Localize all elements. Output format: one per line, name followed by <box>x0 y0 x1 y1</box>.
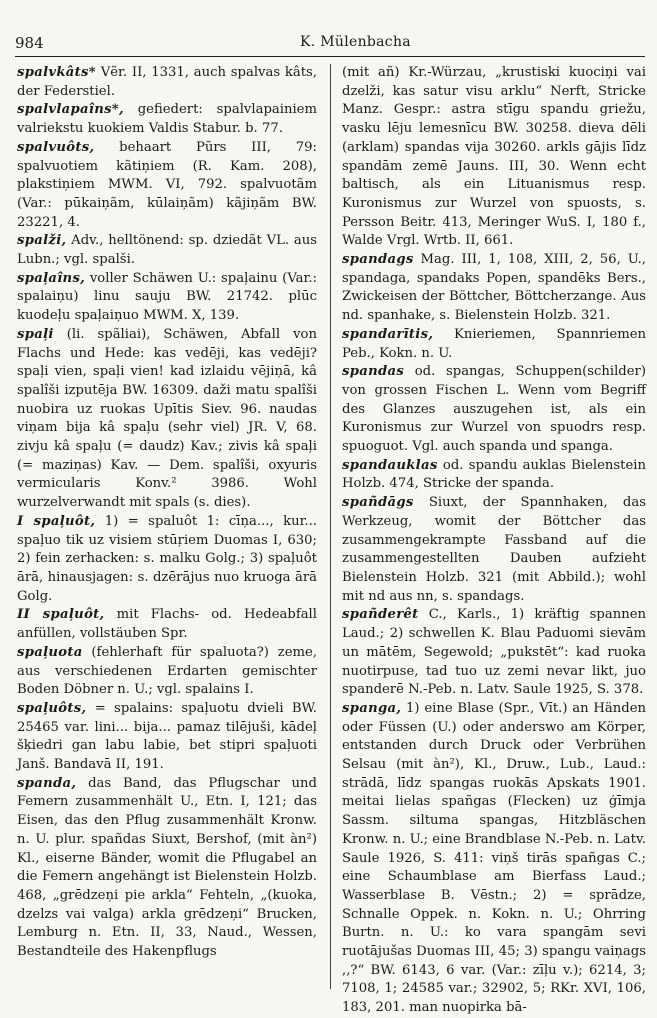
dictionary-entry <box>17 139 317 233</box>
entry-text: (fehlerhaft für spaluota?) zeme, aus verschiedenen Erdarten gemischter Boden Döbner n. U.; vgl. spalains I. <box>17 644 317 698</box>
entry-text: voller Schäwen U.: spaļainu (Var.: spalaiņu) linu sauju BW. 21742. plūc kuodeļu spaļaiņuo MWM. X, 139. <box>17 270 317 324</box>
entry-lemma: spañderêt <box>342 607 419 623</box>
dictionary-entry <box>17 101 317 138</box>
entry-text: behaart Pũrs III, 79: spalvuotiem kãtiņiem (R. Kam. 208), plakstiņiem MWM. VI, 792. spalvuotãm (Var.: pūkaiņãm, kūlaiņãm) kãjiņãm BW. 23221, 4. <box>17 139 317 230</box>
entry-text: (li. spãliai), Schäwen, Abfall von Flachs und Hede: kas vedēji, kas vedēji? spaļi vien, spaļi vien! kad izlaidu vējiņā, kâ spalîši izputēja BW. 16309. daži matu spalîši nuobira uz ruokas Upītis Siev. 96. naudas viņam bija kâ spaļu (sehr viel) JR. V, 68. zivju kâ spaļu (= daudz) Kav.; zivis kâ spaļi (= maziņas) Kav. — Dem. spalîši, oxyuris vermicularis Konv.² 3986. Wohl wurzelverwandt mit spals (s. dies). <box>17 326 317 511</box>
entry-text: Mag. III, 1, 108, XIII, 2, 56, U., spandaga, spandaks Popen, spandēks Bers., Zwickeisen der Böttcher, Böttcherzange. Aus nd. spanhake, s. Bielenstein Holzb. 321. <box>342 252 646 324</box>
entry-text: Knieriemen, Spannriemen Peb., Kokn. n. U. <box>342 326 646 361</box>
entry-text: mit Flachs- od. Hedeabfall anfüllen, vollstäuben Spr. <box>17 607 317 642</box>
dictionary-entry <box>342 457 646 494</box>
entry-lemma: spaļaîns, <box>17 270 86 286</box>
dictionary-entry <box>17 700 317 775</box>
entry-lemma: spandauklas <box>342 457 438 473</box>
entry-lemma: spandas <box>342 364 405 380</box>
entry-text: 1) eine Blase (Spr., Vīt.) an Händen oder Füssen (U.) oder anderswo am Körper, entstanden durch Druck oder Verbrühen Selsau (mit àn²), Kl., Druw., Lub., Laud.: strādā, līdz spangas ruokās Apskats 1901. meitai lielas spañgas (Flecken) uz ģīmja Sassm. siltuma spangas, Hitzbläschen Kronw. n. U.; eine Brandblase N.-Peb. n. Latv. Saule 1926, S. 411: viņš tirās spañgas C.; eine Schaumblase am Bierfass Laud.; Wasserblase B. Vēstn.; 2) = sprādze, Schnalle Oppek. n. Kokn. n. U.; Ohrring Burtn. n. U.: ko vara spangām sevi ruotājušas Duomas III, 45; 3) spangu vaiņags ,,?“ BW. 6143, 6 var. (Var.: zīļu v.); 6214, 3; 7108, 1; 24585 var.; 32902, 5; RKr. XVI, 106, 183, 201. man nuopirka bā- <box>342 700 647 1016</box>
dictionary-entry <box>17 326 317 513</box>
dictionary-entry <box>17 232 317 269</box>
dictionary-entry <box>342 64 646 251</box>
entry-text: 1) = spaluôt 1: cīņa..., kur... spaļuo tik uz visiem stūŗiem Duomas I, 630; 2) fein zerhacken: s. malku Golg.; 3) spaļuôt ārā, hinausjagen: s. dzērājus nuo kruoga ārā Golg. <box>17 513 318 604</box>
entry-lemma: spalvlapaîns*, <box>17 102 124 118</box>
entry-lemma: spalvkâts* <box>17 65 96 80</box>
dictionary-entry <box>17 775 317 962</box>
dictionary-entry <box>342 494 646 606</box>
entry-text: (mit añ) Kr.-Würzau, „krustiski kuociņi vai dzelži, kas satur visu arklu“ Nerft, Stricke Manz. Gespr.: astra stīgu spandu griežu, vasku lēju lemesnīcu BW. 30258. dieva dēli (arklam) spandas vija 30260. arkls gājis līdz spandām zemē Jauns. III, 30. Wenn echt baltisch, als ein Lituanismus resp. Kuronismus zur Wurzel von spuosts, s. Persson Beitr. 413, Meringer WuS. I, 180 f., Walde Vrgl. Wrtb. II, 661. <box>342 65 646 249</box>
entry-lemma: I spaļuôt, <box>17 513 96 529</box>
entry-text: C., Karls., 1) kräftig spannen Laud.; 2) schwellen K. Blau Paduomi sievām un mātēm, Segewold; „pukstēt“: kad ruoka nuotirpuse, tad tuo uz zemi nevar likt, juo spanderē N.-Peb. n. Latv. Saule 1925, S. 378. <box>342 607 646 698</box>
entry-lemma: spandarītis, <box>342 326 434 342</box>
dictionary-entry <box>17 64 317 101</box>
dictionary-entry <box>17 606 317 643</box>
entry-lemma: spalži, <box>17 233 67 249</box>
entry-text: = spalains: spaļuotu dvieli BW. 25465 var. lini... bija... pamaz tilējuši, kādeļ šķiedri gan labu labie, bet stipri spaļuoti Janš. Bandavā II, 191. <box>17 700 317 773</box>
entry-lemma: spaļi <box>17 326 54 342</box>
right-column <box>342 64 646 1018</box>
header-rule <box>15 56 645 57</box>
dictionary-entry <box>342 700 646 1018</box>
entry-lemma: II spaļuôt, <box>17 607 105 623</box>
left-column <box>17 64 317 962</box>
running-head: K. Mülenbacha <box>300 34 411 50</box>
dictionary-entry <box>342 363 646 457</box>
entry-text: gefiedert: spalvlapainiem valriekstu kuokiem Valdis Stabur. b. 77. <box>17 102 317 137</box>
entry-lemma: spanda, <box>17 775 77 791</box>
entry-lemma: spaļuota <box>17 644 83 660</box>
entry-lemma: spanga, <box>342 700 402 716</box>
entry-text: od. spangas, Schuppen(schilder) von grossen Fischen L. Wenn vom Begriff des Glanzes auszugehen ist, als ein Kuronismus zur Wurzel von spuodrs resp. spuoguot. Vgl. auch spanda und spanga. <box>342 364 646 455</box>
dictionary-entry <box>342 326 646 363</box>
entry-lemma: spañdāgs <box>342 495 414 511</box>
page-number: 984 <box>15 34 44 52</box>
entry-text: Vẽr. II, 1331, auch spalvas kâts, der Federstiel. <box>17 65 317 99</box>
entry-text: od. spandu auklas Bielenstein Holzb. 474, Stricke der spanda. <box>342 457 646 492</box>
dictionary-entry <box>342 251 646 326</box>
entry-lemma: spandags <box>342 252 414 268</box>
dictionary-entry <box>17 270 317 326</box>
entry-lemma: spalvuôts, <box>17 139 95 155</box>
column-divider <box>330 64 331 989</box>
entry-text: Adv., helltönend: sp. dziedãt VL. aus Lubn.; vgl. spalši. <box>17 233 317 268</box>
dictionary-entry <box>17 513 317 607</box>
entry-text: das Band, das Pflugschar und Femern zusammenhält U., Etn. I, 121; das Eisen, das den Pflug zusammenhält Kronw. n. U. plur. spañdas Siuxt, Bershof, (mit àn²) Kl., eiserne Bänder, womit die Pflugabel an die Femern angehängt ist Bielenstein Holzb. 468, „grēdzeņi pie arkla“ Fehteln, „(kuoka, dzelzs vai valga) arkla grēdzeņi“ Brucken, Lemburg n. Etn. II, 33, Naud., Wessen, Bestandteile des Hakenpflugs <box>17 775 317 960</box>
entry-lemma: spaļuôts, <box>17 700 87 716</box>
dictionary-entry <box>17 644 317 700</box>
entry-text: Siuxt, der Spannhaken, das Werkzeug, womit der Böttcher das zusammengekrampte Fassband auf die zusammengestellten Dauben aufzieht Bielenstein Holzb. 321 (mit Abbild.); wohl mit nd aus nn, s. spandags. <box>342 495 646 604</box>
dictionary-entry <box>342 606 646 700</box>
page-header <box>15 34 645 54</box>
